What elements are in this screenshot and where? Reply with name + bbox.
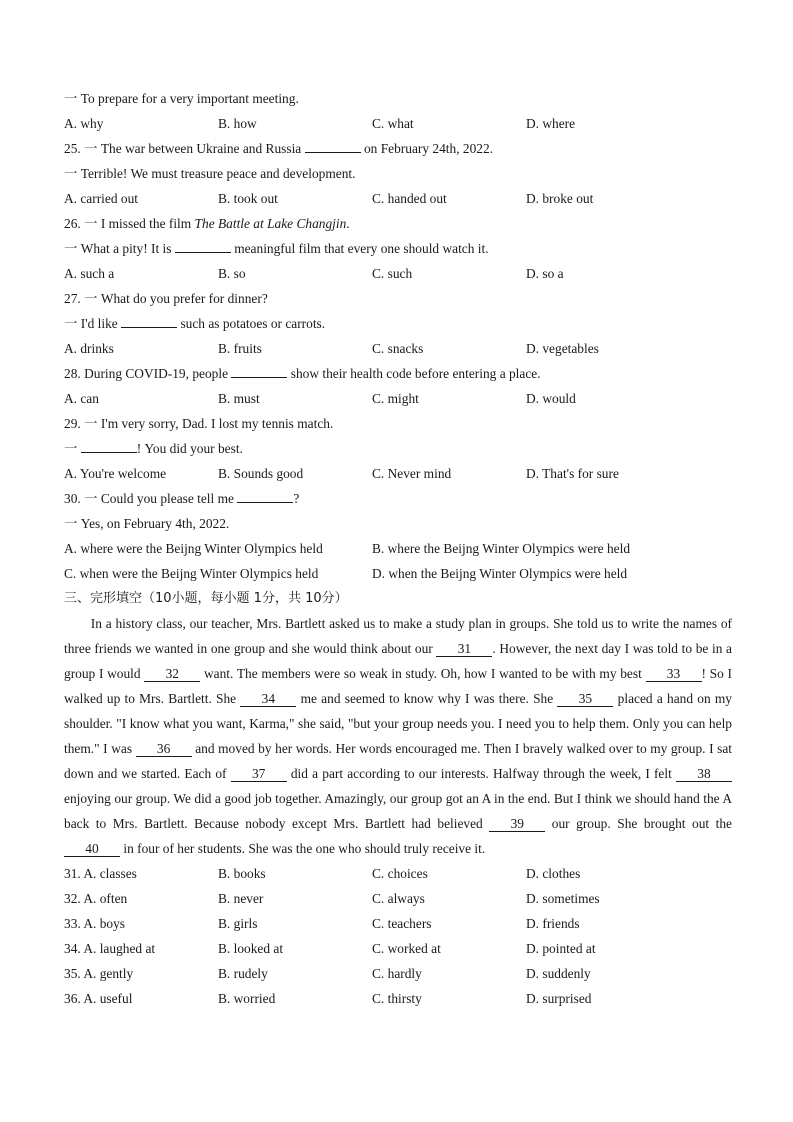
q29-options <box>64 461 732 486</box>
option-a: 33. A. boys <box>64 916 126 931</box>
option-c: C. handed out <box>372 191 447 206</box>
option-d: D. where <box>526 116 576 131</box>
option-b: B. how <box>218 116 257 131</box>
option-a: A. where were the Beijng Winter Olympics held <box>64 541 323 556</box>
option-d: D. vegetables <box>526 341 599 356</box>
option-b: B. Sounds good <box>218 466 304 481</box>
option-b: B. books <box>218 866 266 881</box>
q33-options <box>64 911 732 936</box>
option-b: B. never <box>218 891 264 906</box>
option-b: B. fruits <box>218 341 262 356</box>
option-a: 35. A. gently <box>64 966 134 981</box>
option-c: C. thirsty <box>372 991 422 1006</box>
option-c: C. snacks <box>372 341 424 356</box>
q24-prompt: 一 To prepare for a very important meeting. <box>64 91 299 106</box>
option-c: C. choices <box>372 866 428 881</box>
option-c: C. teachers <box>372 916 432 931</box>
q28-question: 28. During COVID-19, people show their health code before entering a place. <box>64 366 541 381</box>
option-b: B. so <box>218 266 246 281</box>
option-a: 31. A. classes <box>64 866 137 881</box>
option-c: C. hardly <box>372 966 422 981</box>
answer-blank <box>237 489 293 503</box>
q36-options <box>64 986 732 1011</box>
option-a: A. carried out <box>64 191 138 206</box>
option-d: D. so a <box>526 266 564 281</box>
option-a: A. You're welcome <box>64 466 167 481</box>
option-c: C. might <box>372 391 419 406</box>
option-a: A. why <box>64 116 104 131</box>
q27-response: 一 I'd like such as potatoes or carrots. <box>64 316 326 331</box>
q27-options <box>64 336 732 361</box>
q31-options <box>64 861 732 886</box>
q30-options-row1 <box>64 536 732 561</box>
option-d: D. friends <box>526 916 580 931</box>
answer-blank <box>121 314 177 328</box>
option-b: B. worried <box>218 991 276 1006</box>
blank-33: 33 <box>646 666 702 682</box>
option-b: B. girls <box>218 916 258 931</box>
blank-36: 36 <box>136 741 192 757</box>
option-b: B. took out <box>218 191 278 206</box>
blank-39: 39 <box>489 816 545 832</box>
q30-question: 30. 一 Could you please tell me ? <box>64 491 300 506</box>
option-c: C. what <box>372 116 414 131</box>
option-c: C. worked at <box>372 941 441 956</box>
q24-options <box>64 111 732 136</box>
option-d: D. when the Beijng Winter Olympics were held <box>372 566 628 581</box>
option-d: D. suddenly <box>526 966 591 981</box>
option-a: A. drinks <box>64 341 114 356</box>
blank-38: 38 <box>676 766 732 782</box>
q29-question: 29. 一 I'm very sorry, Dad. I lost my tennis match. <box>64 416 334 431</box>
q34-options <box>64 936 732 961</box>
option-d: D. pointed at <box>526 941 596 956</box>
option-a: A. such a <box>64 266 115 281</box>
option-a: A. can <box>64 391 99 406</box>
option-d: D. That's for sure <box>526 466 619 481</box>
q26-options <box>64 261 732 286</box>
option-d: D. surprised <box>526 991 592 1006</box>
blank-37: 37 <box>231 766 287 782</box>
q25-response: 一 Terrible! We must treasure peace and development. <box>64 166 356 181</box>
blank-31: 31 <box>436 641 492 657</box>
option-a: 34. A. laughed at <box>64 941 156 956</box>
option-c: C. Never mind <box>372 466 452 481</box>
blank-35: 35 <box>557 691 613 707</box>
answer-blank <box>175 239 231 253</box>
answer-blank <box>305 139 361 153</box>
q29-response: 一 ! You did your best. <box>64 441 243 456</box>
option-a: 32. A. often <box>64 891 128 906</box>
blank-32: 32 <box>144 666 200 682</box>
q30-response: 一 Yes, on February 4th, 2022. <box>64 516 230 531</box>
exam-page <box>64 86 732 1011</box>
option-c: C. always <box>372 891 425 906</box>
option-b: B. rudely <box>218 966 268 981</box>
q26-question: 26. 一 I missed the film The Battle at Lake Changjin. <box>64 216 350 231</box>
cloze-passage: In a history class, our teacher, Mrs. Bartlett asked us to make a study plan in groups. She told us to write the names of three friends we wanted in one group and she would think about our 31 . However, the next day I was told to be in a group I would 32 want. The members were so weak in study. Oh, how I wanted to be with my best 33 ! So I walked up to Mrs. Bartlett. She 34 me and seemed to know why I was there. She 35 placed a hand on my shoulder. "I know what you want, Karma," she said, "but your group needs you. I need you to help them. Only you can help them." I was 36 and moved by her words. Her words encouraged me. Then I bravely walked over to my group. I sat down and we started. Each of 37 did a part according to our interests. Halfway through the week, I felt 38 enjoying our group. We did a good job together. Amazingly, our group got an A in the end. But I think we should hand the A back to Mrs. Bartlett. Because nobody except Mrs. Bartlett had believed 39 our group. She brought out the 40 in four of her students. She was the one who should truly receive it. <box>64 616 732 856</box>
option-d: D. sometimes <box>526 891 600 906</box>
option-d: D. would <box>526 391 576 406</box>
q25-question: 25. 一 The war between Ukraine and Russia on February 24th, 2022. <box>64 141 494 156</box>
option-c: C. such <box>372 266 413 281</box>
q28-options <box>64 386 732 411</box>
option-a: 36. A. useful <box>64 991 133 1006</box>
q26-response: 一 What a pity! It is meaningful film that every one should watch it. <box>64 241 489 256</box>
q32-options <box>64 886 732 911</box>
q25-options <box>64 186 732 211</box>
section-heading: 三、完形填空（10小题，每小题 1分，共 10分） <box>64 591 348 606</box>
answer-blank <box>231 364 287 378</box>
blank-34: 34 <box>240 691 296 707</box>
option-d: D. clothes <box>526 866 581 881</box>
option-d: D. broke out <box>526 191 594 206</box>
option-b: B. where the Beijng Winter Olympics were held <box>372 541 631 556</box>
q35-options <box>64 961 732 986</box>
answer-blank <box>81 439 137 453</box>
option-b: B. looked at <box>218 941 284 956</box>
option-c: C. when were the Beijng Winter Olympics held <box>64 566 319 581</box>
option-b: B. must <box>218 391 260 406</box>
q30-options-row2 <box>64 561 732 586</box>
q27-question: 27. 一 What do you prefer for dinner? <box>64 291 268 306</box>
blank-40: 40 <box>64 841 120 857</box>
film-title: The Battle at Lake Changjin <box>194 216 347 231</box>
